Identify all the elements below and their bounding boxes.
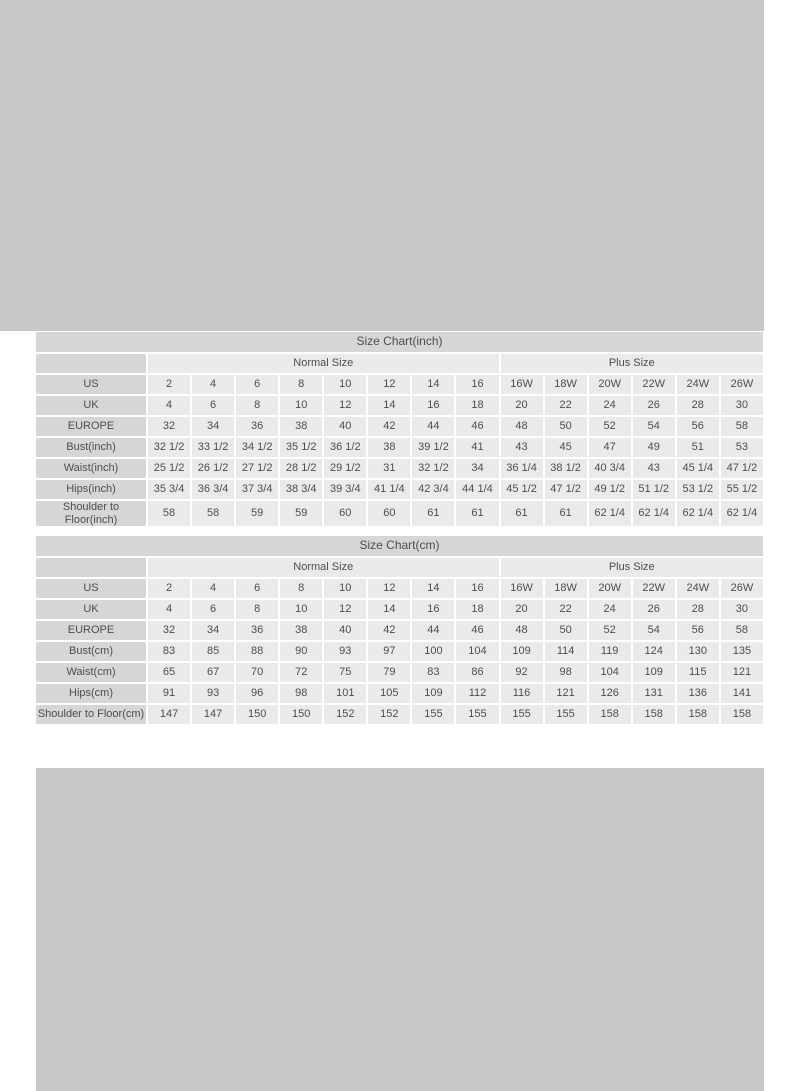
table-cell: 16W (501, 375, 543, 394)
table-cell: 50 (545, 621, 587, 640)
table-cell: 4 (148, 600, 190, 619)
table-cell: 98 (545, 663, 587, 682)
table-cell: 40 (324, 417, 366, 436)
group-header-plus-size: Plus Size (501, 558, 764, 577)
table-row (36, 417, 763, 436)
table-cell: 16 (412, 600, 454, 619)
table-cell: 14 (412, 375, 454, 394)
table-cell: 147 (148, 705, 190, 724)
table-cell: 41 1/4 (368, 480, 410, 499)
table-cell: 48 (501, 417, 543, 436)
table-cell: 86 (456, 663, 498, 682)
table-cell: 88 (236, 642, 278, 661)
table-cell: 39 1/2 (412, 438, 454, 457)
table-cell: 36 1/4 (501, 459, 543, 478)
table-cell: 32 (148, 417, 190, 436)
table-cell: 10 (280, 396, 322, 415)
table-cell: 56 (677, 621, 719, 640)
table-title-row (36, 536, 763, 556)
table-cell: 83 (412, 663, 454, 682)
row-label: Bust(inch) (36, 438, 146, 457)
table-cell: 91 (148, 684, 190, 703)
table-cell: 109 (412, 684, 454, 703)
table-row (36, 480, 763, 499)
table-cell: 28 1/2 (280, 459, 322, 478)
table-cell: 59 (236, 501, 278, 526)
table-cell: 147 (192, 705, 234, 724)
table-cell: 130 (677, 642, 719, 661)
table-cell: 36 (236, 417, 278, 436)
table-cell: 12 (368, 375, 410, 394)
row-label: UK (36, 600, 146, 619)
table-cell: 58 (148, 501, 190, 526)
group-header-normal-size: Normal Size (148, 354, 499, 373)
table-cell: 40 3/4 (589, 459, 631, 478)
table-cell: 109 (633, 663, 675, 682)
table-cell: 4 (192, 579, 234, 598)
table-cell: 26 (633, 600, 675, 619)
table-cell: 105 (368, 684, 410, 703)
table-cell: 43 (501, 438, 543, 457)
table-cell: 90 (280, 642, 322, 661)
table-cell: 152 (324, 705, 366, 724)
table-cell: 62 1/4 (633, 501, 675, 526)
table-cell: 126 (589, 684, 631, 703)
table-cell: 6 (192, 600, 234, 619)
group-header-plus-size: Plus Size (501, 354, 764, 373)
table-cell: 56 (677, 417, 719, 436)
table-cell: 124 (633, 642, 675, 661)
table-cell: 121 (545, 684, 587, 703)
table-row (36, 642, 763, 661)
table-cell: 2 (148, 579, 190, 598)
table-cell: 109 (501, 642, 543, 661)
table-cell: 36 1/2 (324, 438, 366, 457)
table-cell: 93 (324, 642, 366, 661)
table-row (36, 438, 763, 457)
table-cell: 96 (236, 684, 278, 703)
table-cell: 10 (280, 600, 322, 619)
table-cell: 24 (589, 396, 631, 415)
table-cell: 58 (192, 501, 234, 526)
table-cell: 25 1/2 (148, 459, 190, 478)
table-row (36, 375, 763, 394)
table-cell: 53 1/2 (677, 480, 719, 499)
table-cell: 47 1/2 (721, 459, 763, 478)
table-cell: 38 3/4 (280, 480, 322, 499)
blank-gray-area-bottom (36, 768, 764, 1091)
row-label: Waist(inch) (36, 459, 146, 478)
table-cell: 14 (368, 600, 410, 619)
table-cell: 20 (501, 600, 543, 619)
table-cell: 22W (633, 579, 675, 598)
table-cell: 28 (677, 396, 719, 415)
table-cell: 119 (589, 642, 631, 661)
table-cell: 32 1/2 (148, 438, 190, 457)
table-group-header-row (36, 354, 763, 373)
table-cell: 83 (148, 642, 190, 661)
table-cell: 65 (148, 663, 190, 682)
table-cell: 61 (545, 501, 587, 526)
table-cell: 54 (633, 621, 675, 640)
table-cell: 44 1/4 (456, 480, 498, 499)
table-cell: 27 1/2 (236, 459, 278, 478)
table-cell: 24W (677, 375, 719, 394)
row-label: Bust(cm) (36, 642, 146, 661)
table-cell: 20W (589, 579, 631, 598)
table-cell: 60 (324, 501, 366, 526)
table-cell: 46 (456, 621, 498, 640)
table-cell: 72 (280, 663, 322, 682)
table-row (36, 459, 763, 478)
table-cell: 47 1/2 (545, 480, 587, 499)
table-cell: 10 (324, 579, 366, 598)
table-cell: 18 (456, 396, 498, 415)
table-cell: 131 (633, 684, 675, 703)
table-group-header-row (36, 558, 763, 577)
row-label: Shoulder to Floor(cm) (36, 705, 146, 724)
table-cell: 47 (589, 438, 631, 457)
table-cell: 45 1/2 (501, 480, 543, 499)
table-row (36, 579, 763, 598)
table-cell: 18W (545, 375, 587, 394)
table-cell: 28 (677, 600, 719, 619)
table-cell: 98 (280, 684, 322, 703)
table-cell: 44 (412, 417, 454, 436)
table-cell: 62 1/4 (677, 501, 719, 526)
table-cell: 42 (368, 621, 410, 640)
table-cell: 51 1/2 (633, 480, 675, 499)
table-cell: 59 (280, 501, 322, 526)
table-cell: 24W (677, 579, 719, 598)
table-cell: 24 (589, 600, 631, 619)
table-cell: 45 1/4 (677, 459, 719, 478)
table-row (36, 600, 763, 619)
table-cell: 49 (633, 438, 675, 457)
table-cell: 12 (368, 579, 410, 598)
table-cell: 97 (368, 642, 410, 661)
corner-cell (36, 354, 146, 373)
table-cell: 49 1/2 (589, 480, 631, 499)
row-label: Shoulder to Floor(inch) (36, 501, 146, 526)
table-cell: 141 (721, 684, 763, 703)
table-cell: 10 (324, 375, 366, 394)
table-cell: 48 (501, 621, 543, 640)
table-cell: 150 (280, 705, 322, 724)
table-cell: 33 1/2 (192, 438, 234, 457)
table-cell: 4 (192, 375, 234, 394)
row-label: Hips(cm) (36, 684, 146, 703)
table-cell: 20W (589, 375, 631, 394)
table-cell: 152 (368, 705, 410, 724)
table-title: Size Chart(cm) (36, 536, 763, 556)
table-title: Size Chart(inch) (36, 332, 763, 352)
table-cell: 37 3/4 (236, 480, 278, 499)
table-cell: 85 (192, 642, 234, 661)
table-cell: 35 3/4 (148, 480, 190, 499)
table-cell: 135 (721, 642, 763, 661)
table-cell: 8 (280, 579, 322, 598)
table-cell: 115 (677, 663, 719, 682)
table-cell: 67 (192, 663, 234, 682)
table-cell: 41 (456, 438, 498, 457)
row-label: EUROPE (36, 417, 146, 436)
table-cell: 53 (721, 438, 763, 457)
table-cell: 20 (501, 396, 543, 415)
table-cell: 112 (456, 684, 498, 703)
table-cell: 14 (368, 396, 410, 415)
table-title-row (36, 332, 763, 352)
table-row (36, 501, 763, 526)
table-cell: 121 (721, 663, 763, 682)
table-cell: 158 (589, 705, 631, 724)
table-cell: 42 3/4 (412, 480, 454, 499)
table-cell: 93 (192, 684, 234, 703)
table-cell: 58 (721, 417, 763, 436)
table-cell: 26 (633, 396, 675, 415)
table-cell: 155 (412, 705, 454, 724)
table-cell: 104 (456, 642, 498, 661)
table-cell: 14 (412, 579, 454, 598)
table-cell: 16 (456, 579, 498, 598)
size-chart-inch-table (34, 330, 765, 528)
table-cell: 34 1/2 (236, 438, 278, 457)
table-cell: 2 (148, 375, 190, 394)
table-cell: 79 (368, 663, 410, 682)
table-cell: 22 (545, 396, 587, 415)
table-cell: 22 (545, 600, 587, 619)
table-cell: 8 (236, 600, 278, 619)
table-cell: 16W (501, 579, 543, 598)
table-row (36, 684, 763, 703)
table-cell: 18 (456, 600, 498, 619)
table-cell: 100 (412, 642, 454, 661)
table-cell: 16 (456, 375, 498, 394)
table-cell: 8 (236, 396, 278, 415)
table-cell: 26W (721, 375, 763, 394)
row-label: EUROPE (36, 621, 146, 640)
table-cell: 40 (324, 621, 366, 640)
row-label: US (36, 579, 146, 598)
table-cell: 50 (545, 417, 587, 436)
table-cell: 155 (545, 705, 587, 724)
table-cell: 60 (368, 501, 410, 526)
size-chart-cm-table (34, 534, 765, 726)
table-cell: 6 (236, 375, 278, 394)
table-row (36, 621, 763, 640)
table-cell: 26W (721, 579, 763, 598)
table-row (36, 663, 763, 682)
table-cell: 34 (456, 459, 498, 478)
table-cell: 61 (412, 501, 454, 526)
table-cell: 29 1/2 (324, 459, 366, 478)
table-cell: 70 (236, 663, 278, 682)
table-cell: 34 (192, 621, 234, 640)
size-chart-section (34, 330, 766, 726)
table-cell: 12 (324, 600, 366, 619)
row-label: Waist(cm) (36, 663, 146, 682)
table-cell: 42 (368, 417, 410, 436)
table-row (36, 705, 763, 724)
table-cell: 22W (633, 375, 675, 394)
table-cell: 46 (456, 417, 498, 436)
table-cell: 38 (280, 621, 322, 640)
table-cell: 44 (412, 621, 454, 640)
table-cell: 116 (501, 684, 543, 703)
table-cell: 32 (148, 621, 190, 640)
table-cell: 150 (236, 705, 278, 724)
corner-cell (36, 558, 146, 577)
table-cell: 12 (324, 396, 366, 415)
table-cell: 92 (501, 663, 543, 682)
table-cell: 61 (456, 501, 498, 526)
table-cell: 38 1/2 (545, 459, 587, 478)
table-cell: 104 (589, 663, 631, 682)
table-cell: 43 (633, 459, 675, 478)
table-cell: 4 (148, 396, 190, 415)
table-cell: 75 (324, 663, 366, 682)
table-cell: 54 (633, 417, 675, 436)
table-cell: 52 (589, 621, 631, 640)
table-cell: 158 (677, 705, 719, 724)
table-cell: 58 (721, 621, 763, 640)
group-header-normal-size: Normal Size (148, 558, 499, 577)
table-row (36, 396, 763, 415)
table-cell: 18W (545, 579, 587, 598)
table-cell: 158 (633, 705, 675, 724)
table-cell: 61 (501, 501, 543, 526)
table-cell: 6 (236, 579, 278, 598)
table-cell: 16 (412, 396, 454, 415)
table-cell: 114 (545, 642, 587, 661)
table-cell: 32 1/2 (412, 459, 454, 478)
table-cell: 36 (236, 621, 278, 640)
table-cell: 36 3/4 (192, 480, 234, 499)
table-cell: 31 (368, 459, 410, 478)
table-cell: 26 1/2 (192, 459, 234, 478)
table-cell: 30 (721, 600, 763, 619)
table-cell: 45 (545, 438, 587, 457)
table-cell: 39 3/4 (324, 480, 366, 499)
table-cell: 52 (589, 417, 631, 436)
table-cell: 51 (677, 438, 719, 457)
table-cell: 38 (368, 438, 410, 457)
table-cell: 8 (280, 375, 322, 394)
table-cell: 155 (456, 705, 498, 724)
table-cell: 136 (677, 684, 719, 703)
blank-gray-area-top (0, 0, 764, 331)
table-cell: 34 (192, 417, 234, 436)
row-label: Hips(inch) (36, 480, 146, 499)
row-label: UK (36, 396, 146, 415)
table-cell: 155 (501, 705, 543, 724)
row-label: US (36, 375, 146, 394)
table-cell: 55 1/2 (721, 480, 763, 499)
table-cell: 35 1/2 (280, 438, 322, 457)
table-cell: 62 1/4 (721, 501, 763, 526)
table-cell: 101 (324, 684, 366, 703)
table-cell: 6 (192, 396, 234, 415)
table-cell: 38 (280, 417, 322, 436)
table-cell: 30 (721, 396, 763, 415)
table-cell: 62 1/4 (589, 501, 631, 526)
table-cell: 158 (721, 705, 763, 724)
